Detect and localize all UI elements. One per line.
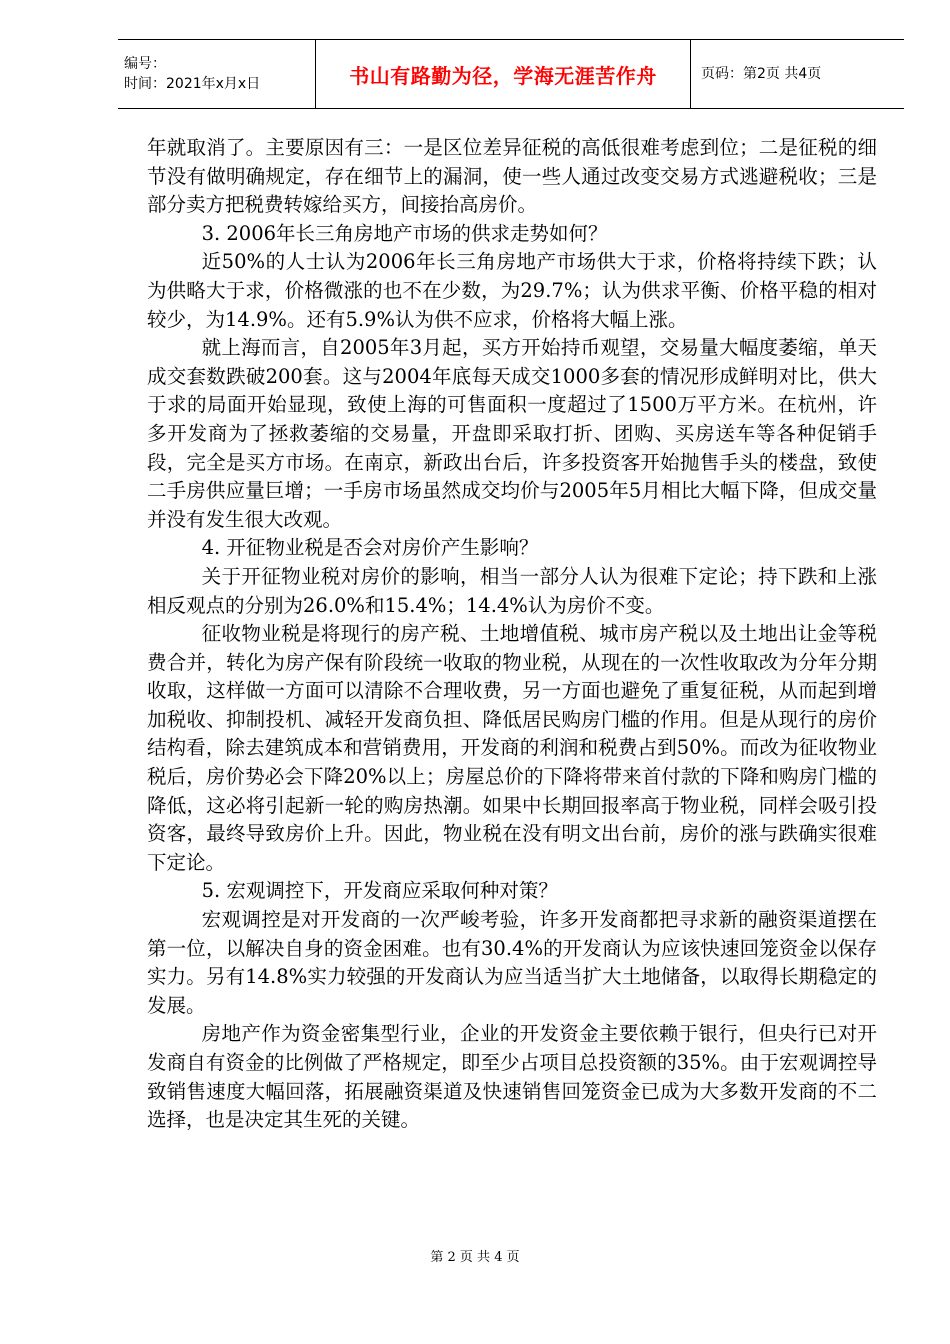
header-number-label: 编号： xyxy=(124,56,166,72)
body-paragraph: 4. 开征物业税是否会对房价产生影响？ xyxy=(201,536,539,560)
header-motto-cell xyxy=(316,40,691,108)
header-time-label: 时间：2021年x月x日 xyxy=(124,76,261,92)
header-meta-cell xyxy=(118,40,316,108)
document-body xyxy=(147,134,877,1135)
body-paragraph: 房地产作为资金密集型行业，企业的开发资金主要依赖于银行，但央行已对开发商自有资金的比例做了严格规定，即至少占项目总投资额的35%。由于宏观调控导致销售速度大幅回落，拓展融资渠道及快速销售回笼资金已成为大多数开发商的不二选择，也是决定其生死的关键。 xyxy=(147,1022,877,1132)
body-paragraph: 5. 宏观调控下，开发商应采取何种对策？ xyxy=(201,879,558,903)
body-paragraph: 3. 2006年长三角房地产市场的供求走势如何？ xyxy=(201,221,608,245)
body-paragraph: 年就取消了。主要原因有三：一是区位差异征税的高低很难考虑到位；二是征税的细节没有做明确规定，存在细节上的漏洞，使一些人通过改变交易方式逃避税收；三是部分卖方把税费转嫁给买方，间接抬高房价。 xyxy=(147,136,877,217)
header-page-label: 页码：第2页 共4页 xyxy=(701,66,822,82)
page-footer: 第 2 页 共 4 页 xyxy=(430,1250,520,1265)
body-paragraph: 征收物业税是将现行的房产税、土地增值税、城市房产税以及土地出让金等税费合并，转化为房产保有阶段统一收取的物业税，从现在的一次性收取改为分年分期收取，这样做一方面可以清除不合理收费，另一方面也避免了重复征税，从而起到增加税收、抑制投机、减轻开发商负担、降低居民购房门槛的作用。但是从现行的房价结构看，除去建筑成本和营销费用，开发商的利润和税费占到50%。而改为征收物业税后，房价势必会下降20%以上；房屋总价的下降将带来首付款的下降和购房门槛的降低，这必将引起新一轮的购房热潮。如果中长期回报率高于物业税，同样会吸引投资客，最终导致房价上升。因此，物业税在没有明文出台前，房价的涨与跌确实很难下定论。 xyxy=(147,622,877,874)
header-page-cell xyxy=(691,40,904,108)
body-paragraph: 近50%的人士认为2006年长三角房地产市场供大于求，价格将持续下跌；认为供略大于求，价格微涨的也不在少数，为29.7%；认为供求平衡、价格平稳的相对较少，为14.9%。还有5.9%认为供不应求，价格将大幅上涨。 xyxy=(147,250,877,331)
page-header xyxy=(118,39,904,109)
body-paragraph: 就上海而言，自2005年3月起，买方开始持币观望，交易量大幅度萎缩，单天成交套数跌破200套。这与2004年底每天成交1000多套的情况形成鲜明对比，供大于求的局面开始显现，致使上海的可售面积一度超过了1500万平方米。在杭州，许多开发商为了拯救萎缩的交易量，开盘即采取打折、团购、买房送车等各种促销手段，完全是买方市场。在南京，新政出台后，许多投资客开始抛售手头的楼盘，致使二手房供应量巨增；一手房市场虽然成交均价与2005年5月相比大幅下降，但成交量并没有发生很大改观。 xyxy=(147,336,877,531)
header-motto: 书山有路勤为径，学海无涯苦作舟 xyxy=(349,63,657,88)
body-paragraph: 宏观调控是对开发商的一次严峻考验，许多开发商都把寻求新的融资渠道摆在第一位，以解决自身的资金困难。也有30.4%的开发商认为应该快速回笼资金以保存实力。另有14.8%实力较强的开发商认为应当适当扩大土地储备，以取得长期稳定的发展。 xyxy=(147,908,877,1017)
body-paragraph: 关于开征物业税对房价的影响，相当一部分人认为很难下定论；持下跌和上涨相反观点的分别为26.0%和15.4%；14.4%认为房价不变。 xyxy=(147,564,877,617)
